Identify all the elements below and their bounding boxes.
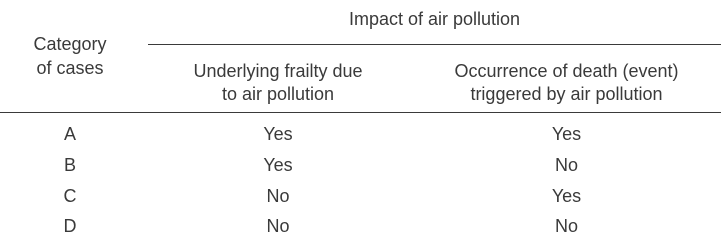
table-row-a-category: A — [63, 124, 76, 144]
table-row-b-death: No — [554, 155, 578, 175]
group-header-rule — [148, 44, 721, 45]
table-row-a-death: Yes — [551, 124, 582, 144]
table-row-c-category: C — [63, 186, 77, 206]
header-col-frailty-line1: Underlying frailty due — [193, 61, 363, 81]
table-row-a-frailty: Yes — [263, 124, 293, 144]
header-col-death-line2: triggered by air pollution — [470, 84, 663, 104]
table-row-d-death: No — [554, 216, 578, 236]
table-row-c-death: Yes — [551, 186, 582, 206]
header-category-line2: of cases — [36, 58, 104, 78]
table-row-b-frailty: Yes — [263, 155, 293, 175]
header-col-frailty-line2: to air pollution — [221, 84, 335, 104]
table-row-c-frailty: No — [266, 186, 290, 206]
table-row-b-category: B — [63, 155, 76, 175]
table-row-d-category: D — [63, 216, 77, 236]
header-group-title: Impact of air pollution — [348, 9, 521, 29]
header-category-line1: Category — [33, 34, 107, 54]
header-col-death-line1: Occurrence of death (event) — [454, 61, 679, 81]
header-body-rule — [0, 112, 721, 113]
table-row-d-frailty: No — [266, 216, 290, 236]
